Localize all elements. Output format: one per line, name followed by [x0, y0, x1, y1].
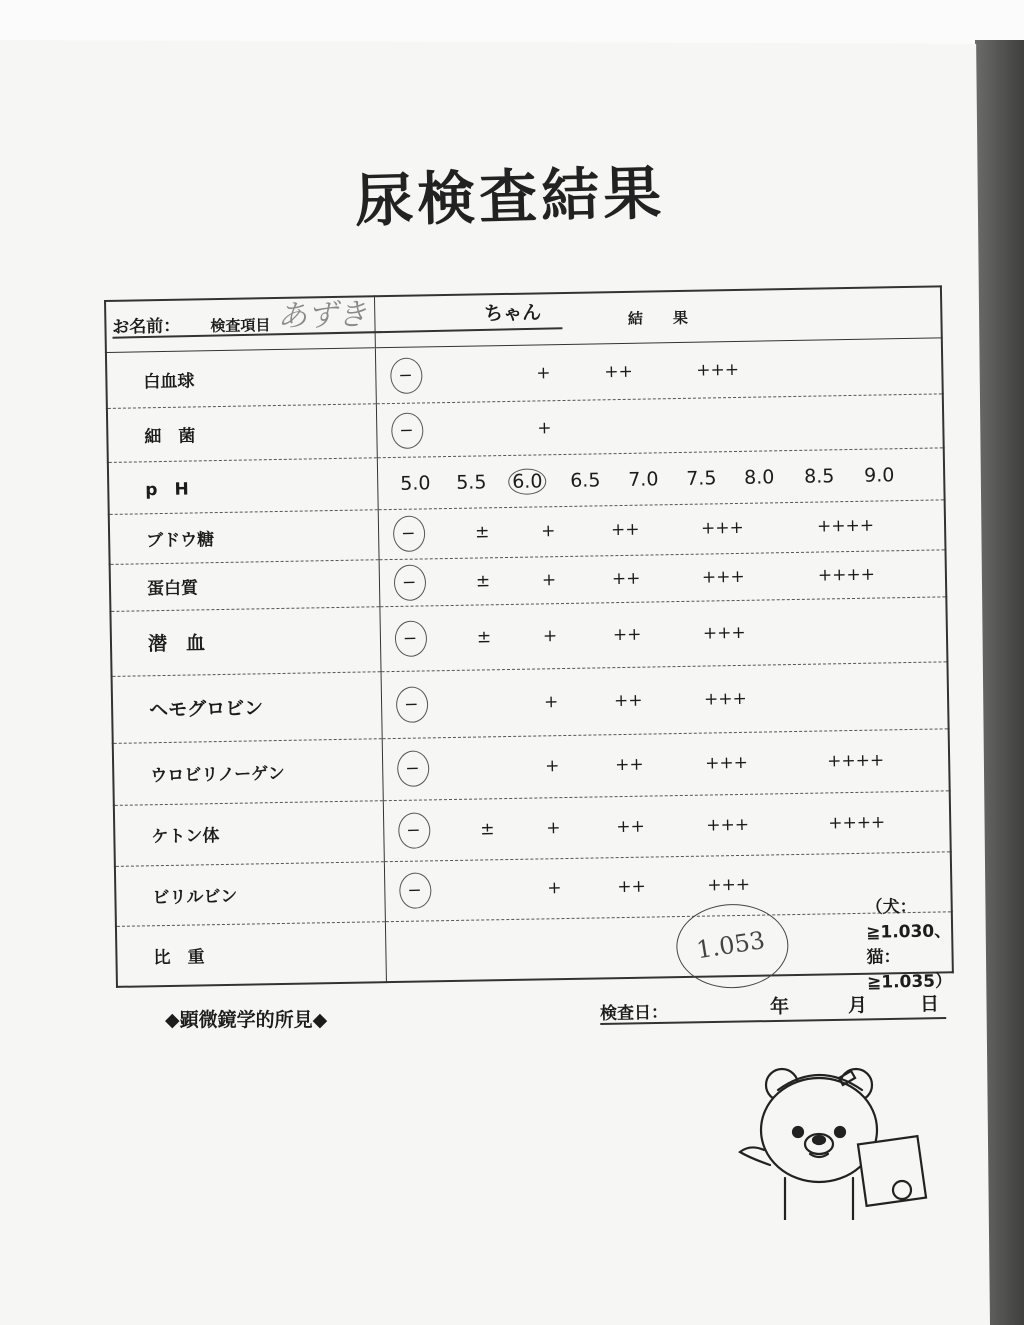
option-plus1: + — [537, 418, 552, 439]
option-plus3: +++ — [701, 566, 745, 588]
row-label: p H — [108, 458, 378, 514]
bear-nurse-mascot-icon — [730, 1060, 940, 1220]
option-plus3: +++ — [700, 518, 744, 539]
option-plus3: +++ — [703, 688, 747, 710]
row-label: ヘモグロビン — [112, 672, 383, 744]
option-plus1: + — [543, 691, 559, 713]
ph-option-marked: 6.0 — [508, 468, 547, 495]
option-plus1: + — [542, 626, 558, 647]
option-plus1: + — [541, 570, 557, 591]
option-plusminus: ± — [476, 627, 492, 648]
option-plus1: + — [540, 521, 556, 542]
option-negative: − — [405, 758, 420, 780]
option-negative: − — [398, 365, 413, 386]
specific-gravity-reference: （犬：≧1.030、猫：≧1.035） — [865, 897, 953, 994]
row-label: ブドウ糖 — [109, 510, 379, 564]
row-label: 蛋白質 — [110, 559, 380, 611]
microscopy-heading: ◆顕微鏡学的所見◆ — [165, 1009, 328, 1031]
option-plus2: ++ — [616, 816, 645, 838]
exam-date-row — [600, 987, 947, 1027]
option-plus2: ++ — [615, 755, 644, 776]
option-plus3: +++ — [707, 875, 751, 896]
option-plus2: ++ — [613, 690, 643, 711]
ph-option: 5.5 — [456, 470, 487, 494]
option-plusminus: ± — [480, 819, 495, 840]
ph-option: 7.5 — [686, 466, 717, 490]
option-plus2: ++ — [617, 876, 647, 898]
row-label: 潜 血 — [110, 607, 381, 676]
row-label: ウロビリノーゲン — [113, 738, 384, 805]
year-label: 年 — [769, 995, 790, 1019]
option-plus2: ++ — [604, 361, 634, 383]
name-suffix: ちゃん — [483, 301, 542, 325]
option-plus3: +++ — [696, 359, 740, 381]
row-label: 細 菌 — [107, 404, 377, 463]
option-plus1: + — [536, 363, 551, 384]
header-item: 検査項目 — [105, 296, 375, 352]
specific-gravity-handwritten: 1.053 — [694, 926, 767, 965]
option-plus1: + — [545, 756, 560, 777]
option-plus4: ++++ — [828, 812, 886, 834]
option-plus3: +++ — [702, 622, 746, 644]
ph-option: 7.0 — [628, 467, 659, 491]
option-negative: − — [407, 880, 422, 902]
option-negative: − — [406, 820, 421, 841]
ph-option: 9.0 — [863, 463, 895, 487]
ph-option: 5.0 — [400, 471, 431, 495]
option-plusminus: ± — [475, 571, 491, 592]
option-plus4: ++++ — [826, 750, 885, 772]
option-plus4: ++++ — [817, 564, 876, 586]
option-negative: − — [399, 420, 414, 441]
row-label: 白血球 — [106, 348, 376, 409]
patient-name-handwritten: あずき — [276, 297, 368, 335]
month-label: 月 — [847, 994, 868, 1017]
option-plus2: ++ — [612, 624, 642, 646]
ph-option: 6.5 — [570, 469, 601, 492]
day-label: 日 — [919, 993, 940, 1016]
option-plus4: ++++ — [816, 515, 875, 537]
option-negative: − — [401, 572, 417, 593]
option-plus1: + — [547, 878, 562, 899]
option-plus2: ++ — [610, 520, 640, 541]
ph-option: 8.5 — [803, 464, 835, 488]
option-plus2: ++ — [611, 568, 641, 590]
row-label: ビリルビン — [115, 861, 386, 926]
scan-top-margin — [0, 0, 1024, 44]
document-title: 尿検査結果 — [354, 158, 666, 236]
name-label: お名前： — [112, 316, 181, 338]
row-label: ケトン体 — [114, 801, 385, 866]
option-plus3: +++ — [706, 814, 750, 836]
option-plus3: +++ — [705, 753, 749, 774]
option-negative: − — [403, 694, 419, 715]
option-plus1: + — [546, 818, 561, 839]
option-negative: − — [400, 523, 416, 545]
header-result: 結 果 — [374, 286, 941, 348]
ph-option: 8.0 — [744, 465, 775, 489]
option-negative: − — [402, 628, 418, 649]
results-table — [104, 285, 954, 994]
option-plusminus: ± — [474, 522, 490, 543]
row-label: 比 重 — [116, 922, 387, 987]
exam-date-label: 検査日： — [599, 1002, 669, 1025]
